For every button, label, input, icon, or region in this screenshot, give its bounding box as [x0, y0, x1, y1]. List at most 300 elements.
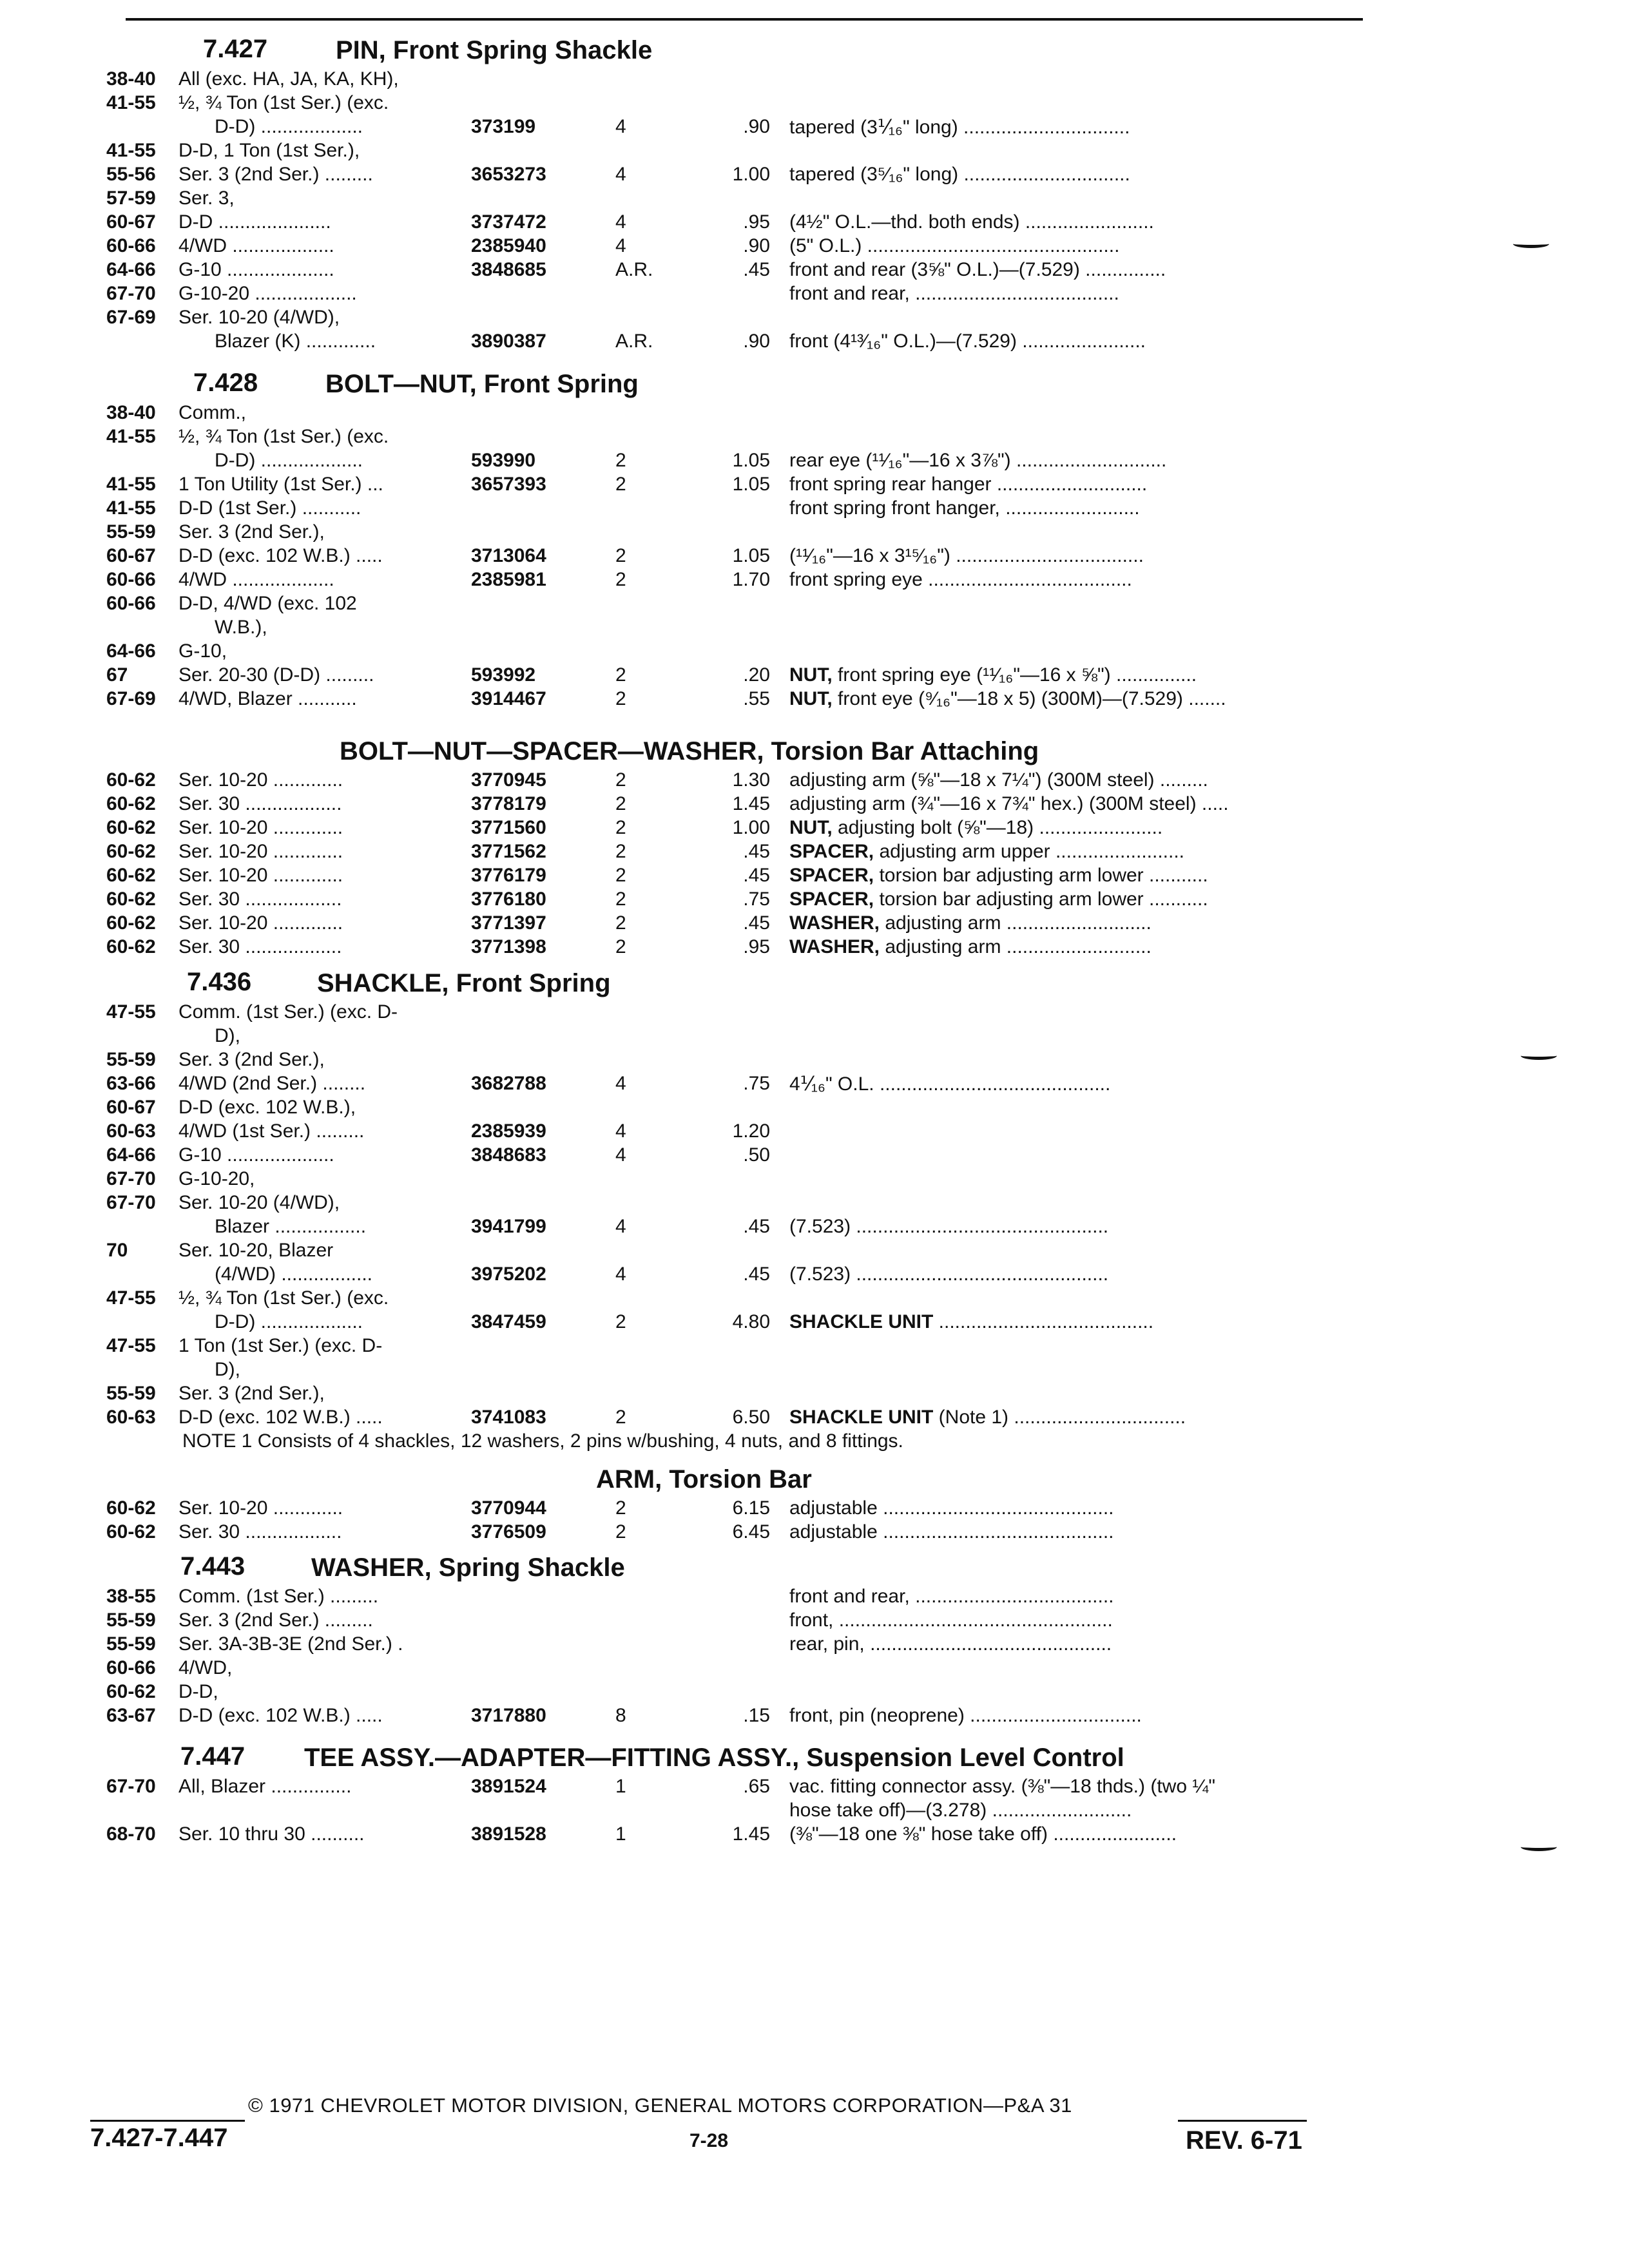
remark-text: front and rear (3⅝" O.L.)—(7.529) ............... — [789, 259, 1166, 280]
part-number: 3771398 — [471, 936, 546, 957]
application-desc: Ser. 20-30 (D-D) ......... — [178, 664, 374, 686]
parts-row — [106, 1633, 1356, 1657]
section-title: BOLT—NUT, Front Spring — [325, 370, 639, 398]
remark-text: (5" O.L.) ............................................... — [789, 235, 1120, 256]
remarks — [789, 235, 1119, 257]
application-desc: Ser. 10 thru 30 .......... — [178, 1823, 365, 1845]
price: .45 — [743, 259, 770, 280]
application-desc: D-D (exc. 102 W.B.) ..... — [178, 545, 383, 566]
remark-text: (7.523) ............................................... — [789, 1216, 1109, 1237]
parts-row — [106, 140, 1356, 164]
section-header — [106, 1740, 1356, 1776]
section-note: NOTE 1 Consists of 4 shackles, 12 washers, 2 pins w/bushing, 4 nuts, and 8 fittings. — [182, 1430, 903, 1452]
remarks — [789, 1633, 1112, 1655]
footer-rule-right — [1178, 2120, 1307, 2122]
remarks — [789, 769, 1208, 791]
model-years: 41-55 — [106, 474, 156, 495]
price: .45 — [743, 912, 770, 934]
quantity: 2 — [615, 688, 626, 709]
price: .95 — [743, 936, 770, 957]
application-desc: Ser. 10-20 ............. — [178, 865, 343, 886]
parts-row — [106, 936, 1356, 960]
section-number: 7.436 — [187, 968, 252, 996]
parts-row — [106, 1497, 1356, 1521]
parts-row — [106, 1287, 1356, 1311]
application-desc: Ser. 10-20 ............. — [178, 769, 343, 791]
application-desc: Ser. 10-20, Blazer — [178, 1240, 334, 1261]
parts-row — [106, 688, 1356, 712]
parts-row — [106, 545, 1356, 569]
application-desc: D-D, 4/WD (exc. 102 — [178, 593, 357, 614]
model-years: 60-62 — [106, 841, 156, 862]
parts-row — [106, 1049, 1356, 1073]
model-years: 67-70 — [106, 283, 156, 304]
remark-text: (⅜"—18 one ⅜" hose take off) ....................... — [789, 1823, 1177, 1845]
remarks — [789, 497, 1140, 519]
parts-row — [106, 1311, 1356, 1335]
application-desc: D-D ..................... — [178, 211, 331, 233]
model-years: 55-59 — [106, 1049, 156, 1070]
model-years: 67-70 — [106, 1192, 156, 1213]
catalog-section — [106, 32, 1356, 354]
model-years: 55-59 — [106, 521, 156, 543]
remark-text: rear, pin, ............................................. — [789, 1633, 1112, 1655]
parts-row — [106, 1657, 1356, 1681]
parts-row — [106, 1823, 1356, 1847]
remark-text: tapered (3⅟₁₆" long) ............................... — [789, 117, 1130, 138]
remark-text: adjusting bolt (⅝"—18) ....................... — [832, 817, 1163, 838]
parts-row — [106, 1097, 1356, 1120]
remark-text: ........................................ — [933, 1311, 1154, 1332]
remark-text: adjusting arm upper ........................ — [874, 841, 1185, 862]
parts-row — [106, 521, 1356, 545]
catalog-section — [106, 1461, 1356, 1545]
parts-row — [106, 1192, 1356, 1216]
parts-row — [106, 1073, 1356, 1097]
remarks — [789, 474, 1147, 495]
remark-text: front spring front hanger, ......................... — [789, 497, 1140, 519]
page-footer — [90, 2094, 1340, 2191]
application-desc: Ser. 10-20 ............. — [178, 1497, 343, 1519]
parts-row — [106, 1120, 1356, 1144]
model-years: 60-66 — [106, 1657, 156, 1678]
remarks — [789, 116, 1130, 139]
quantity: 2 — [615, 1521, 626, 1542]
remarks — [789, 817, 1162, 839]
model-years: 47-55 — [106, 1287, 156, 1309]
margin-mark — [1513, 240, 1549, 248]
parts-row — [106, 889, 1356, 912]
price: 1.45 — [732, 793, 770, 814]
remarks — [789, 912, 1152, 934]
application-desc: D), — [215, 1359, 240, 1380]
model-years: 60-63 — [106, 1120, 156, 1142]
part-number: 3770944 — [471, 1497, 546, 1519]
catalog-section — [106, 366, 1356, 712]
quantity: A.R. — [615, 331, 653, 352]
model-years: 67-69 — [106, 307, 156, 328]
parts-row — [106, 1586, 1356, 1610]
model-years: 60-62 — [106, 865, 156, 886]
price: 1.30 — [732, 769, 770, 791]
remark-text: 4⅟₁₆" O.L. ........................................... — [789, 1073, 1111, 1095]
price: .45 — [743, 865, 770, 886]
parts-row — [106, 1335, 1356, 1359]
model-years: 60-62 — [106, 912, 156, 934]
section-number: 7.427 — [203, 35, 268, 63]
part-number: 3653273 — [471, 164, 546, 185]
application-desc: D-D, — [178, 1681, 218, 1702]
model-years: 67-70 — [106, 1168, 156, 1189]
part-number: 3682788 — [471, 1073, 546, 1094]
part-number: 3741083 — [471, 1407, 546, 1428]
remarks — [789, 450, 1166, 472]
parts-row — [106, 617, 1356, 640]
parts-row — [106, 331, 1356, 354]
price: .75 — [743, 889, 770, 910]
price: .45 — [743, 841, 770, 862]
application-desc: Blazer (K) ............. — [215, 331, 376, 352]
price: .90 — [743, 235, 770, 256]
section-header — [106, 1550, 1356, 1586]
remark-text: front, ................................................... — [789, 1610, 1113, 1631]
parts-row — [106, 474, 1356, 497]
margin-mark — [1521, 1052, 1557, 1060]
application-desc: (4/WD) ................. — [215, 1264, 373, 1285]
parts-row — [106, 1681, 1356, 1705]
part-number: 2385940 — [471, 235, 546, 256]
catalog-section — [106, 733, 1356, 960]
parts-row — [106, 283, 1356, 307]
remarks — [789, 211, 1154, 233]
application-desc: Comm., — [178, 402, 246, 423]
parts-row — [106, 1025, 1356, 1049]
application-desc: ½, ¾ Ton (1st Ser.) (exc. — [178, 426, 389, 447]
section-header — [106, 32, 1356, 68]
price: 1.05 — [732, 450, 770, 471]
parts-row — [106, 1001, 1356, 1025]
parts-row — [106, 497, 1356, 521]
parts-row — [106, 1610, 1356, 1633]
price: .95 — [743, 211, 770, 233]
model-years: 60-62 — [106, 817, 156, 838]
parts-row — [106, 912, 1356, 936]
part-number: 3771560 — [471, 817, 546, 838]
parts-row — [106, 164, 1356, 187]
remark-text: adjusting arm (⅝"—18 x 7¼") (300M steel) ......... — [789, 769, 1208, 791]
model-years: 67 — [106, 664, 128, 686]
part-number: 3914467 — [471, 688, 546, 709]
remarks — [789, 688, 1226, 710]
remark-text: (7.523) ............................................... — [789, 1264, 1109, 1285]
price: 1.00 — [732, 817, 770, 838]
remarks — [789, 545, 1144, 567]
application-desc: D-D (exc. 102 W.B.), — [178, 1097, 356, 1118]
application-desc: D-D (exc. 102 W.B.) ..... — [178, 1407, 383, 1428]
application-desc: 1 Ton Utility (1st Ser.) ... — [178, 474, 383, 495]
footer-rule-left — [90, 2120, 245, 2122]
parts-row — [106, 259, 1356, 283]
quantity: 4 — [615, 211, 626, 233]
application-desc: Ser. 3A-3B-3E (2nd Ser.) . — [178, 1633, 403, 1655]
model-years: 68-70 — [106, 1823, 156, 1845]
section-header — [106, 733, 1356, 769]
section-title: BOLT—NUT—SPACER—WASHER, Torsion Bar Attaching — [340, 737, 1039, 765]
model-years: 60-62 — [106, 1497, 156, 1519]
parts-row — [106, 841, 1356, 865]
part-number: 3771397 — [471, 912, 546, 934]
application-desc: Ser. 10-20 (4/WD), — [178, 307, 340, 328]
parts-row — [106, 402, 1356, 426]
application-desc: Ser. 3 (2nd Ser.) ......... — [178, 164, 373, 185]
part-number: 373199 — [471, 116, 536, 137]
parts-row — [106, 817, 1356, 841]
application-desc: D-D (exc. 102 W.B.) ..... — [178, 1705, 383, 1726]
part-number: 3717880 — [471, 1705, 546, 1726]
quantity: 4 — [615, 1216, 626, 1237]
model-years: 38-40 — [106, 68, 156, 90]
parts-row — [106, 1144, 1356, 1168]
remark-text: front spring rear hanger ............................ — [789, 474, 1148, 495]
quantity: 4 — [615, 116, 626, 137]
remarks — [789, 841, 1184, 863]
remark-keyword: WASHER, — [789, 936, 880, 957]
remark-text: vac. fitting connector assy. (⅜"—18 thds.) (two ¼" — [789, 1776, 1216, 1797]
remarks — [789, 1776, 1215, 1798]
remarks — [789, 793, 1229, 815]
application-desc: Comm. (1st Ser.) ......... — [178, 1586, 379, 1607]
application-desc: W.B.), — [215, 617, 267, 638]
remarks — [789, 1586, 1114, 1608]
model-years: 64-66 — [106, 640, 156, 662]
parts-row — [106, 187, 1356, 211]
application-desc: D-D) ................... — [215, 116, 363, 137]
quantity: 2 — [615, 793, 626, 814]
section-number: 7.428 — [193, 369, 258, 397]
parts-row — [106, 307, 1356, 331]
remarks — [789, 889, 1208, 910]
quantity: 2 — [615, 841, 626, 862]
catalog-section — [106, 1740, 1356, 1847]
quantity: 2 — [615, 936, 626, 957]
part-number: 3776180 — [471, 889, 546, 910]
application-desc: Ser. 3 (2nd Ser.), — [178, 1383, 325, 1404]
application-desc: All (exc. HA, JA, KA, KH), — [178, 68, 399, 90]
quantity: 1 — [615, 1776, 626, 1797]
remark-text: adjustable ........................................... — [789, 1497, 1114, 1519]
price: .45 — [743, 1216, 770, 1237]
parts-row — [106, 769, 1356, 793]
remarks — [789, 1705, 1142, 1727]
parts-row — [106, 593, 1356, 617]
remark-text: front, pin (neoprene) ................................ — [789, 1705, 1142, 1726]
quantity: 2 — [615, 769, 626, 791]
model-years: 64-66 — [106, 259, 156, 280]
remark-keyword: NUT, — [789, 817, 833, 838]
application-desc: G-10-20, — [178, 1168, 255, 1189]
remark-text: tapered (3⁵⁄₁₆" long) ............................... — [789, 164, 1130, 185]
remarks — [789, 1497, 1114, 1519]
quantity: 8 — [615, 1705, 626, 1726]
model-years: 60-63 — [106, 1407, 156, 1428]
quantity: 2 — [615, 1407, 626, 1428]
application-desc: Ser. 10-20 ............. — [178, 912, 343, 934]
model-years: 64-66 — [106, 1144, 156, 1166]
parts-row — [106, 793, 1356, 817]
part-number: 3713064 — [471, 545, 546, 566]
quantity: 4 — [615, 164, 626, 185]
remark-keyword: SPACER, — [789, 865, 874, 886]
parts-row — [106, 865, 1356, 889]
model-years: 55-59 — [106, 1633, 156, 1655]
price: .15 — [743, 1705, 770, 1726]
quantity: 2 — [615, 569, 626, 590]
remarks — [789, 1823, 1177, 1845]
application-desc: Ser. 30 .................. — [178, 793, 342, 814]
remark-text: front (4¹³⁄₁₆" O.L.)—(7.529) ....................... — [789, 331, 1146, 352]
model-years: 60-62 — [106, 936, 156, 957]
application-desc: Ser. 10-20 ............. — [178, 817, 343, 838]
quantity: 4 — [615, 235, 626, 256]
parts-row — [106, 426, 1356, 450]
remarks — [789, 1610, 1113, 1631]
application-desc: G-10, — [178, 640, 227, 662]
part-number: 3778179 — [471, 793, 546, 814]
application-desc: Ser. 3 (2nd Ser.), — [178, 1049, 325, 1070]
price: .90 — [743, 331, 770, 352]
parts-row — [106, 1521, 1356, 1545]
parts-row — [106, 68, 1356, 92]
remark-keyword: SPACER, — [789, 841, 874, 862]
quantity: 4 — [615, 1073, 626, 1094]
price: 1.20 — [732, 1120, 770, 1142]
remarks — [789, 865, 1208, 887]
remark-text: adjusting arm (¾"—16 x 7¾" hex.) (300M steel) ..... — [789, 793, 1229, 814]
part-number: 3891524 — [471, 1776, 546, 1797]
model-years: 60-62 — [106, 889, 156, 910]
price: 6.45 — [732, 1521, 770, 1542]
application-desc: Blazer ................. — [215, 1216, 367, 1237]
price: .50 — [743, 1144, 770, 1166]
application-desc: G-10 .................... — [178, 259, 334, 280]
model-years: 60-62 — [106, 1521, 156, 1542]
parts-row — [106, 116, 1356, 140]
footer-revision: REV. 6-71 — [1186, 2126, 1302, 2155]
model-years: 38-40 — [106, 402, 156, 423]
application-desc: 4/WD (1st Ser.) ......... — [178, 1120, 365, 1142]
parts-row — [106, 211, 1356, 235]
application-desc: Ser. 30 .................. — [178, 1521, 342, 1542]
model-years: 60-62 — [106, 1681, 156, 1702]
parts-row — [106, 1383, 1356, 1407]
model-years: 63-67 — [106, 1705, 156, 1726]
part-number: 2385981 — [471, 569, 546, 590]
application-desc: All, Blazer ............... — [178, 1776, 352, 1797]
price: .45 — [743, 1264, 770, 1285]
price: .20 — [743, 664, 770, 686]
catalog-section — [106, 1550, 1356, 1729]
application-desc: Ser. 3 (2nd Ser.), — [178, 521, 325, 543]
application-desc: 1 Ton (1st Ser.) (exc. D- — [178, 1335, 383, 1356]
remark-text: torsion bar adjusting arm lower ........... — [874, 865, 1208, 886]
model-years: 55-59 — [106, 1610, 156, 1631]
section-number: 7.447 — [180, 1742, 246, 1771]
parts-row — [106, 1168, 1356, 1192]
application-desc: 4/WD, — [178, 1657, 233, 1678]
application-desc: Ser. 10-20 ............. — [178, 841, 343, 862]
parts-row — [106, 1776, 1356, 1800]
parts-row — [106, 640, 1356, 664]
price: 4.80 — [732, 1311, 770, 1332]
quantity: 2 — [615, 1311, 626, 1332]
quantity: 2 — [615, 1497, 626, 1519]
parts-row — [106, 450, 1356, 474]
section-title: TEE ASSY.—ADAPTER—FITTING ASSY., Suspension Level Control — [304, 1744, 1124, 1772]
remark-keyword: SHACKLE UNIT — [789, 1311, 934, 1332]
parts-row — [106, 1800, 1356, 1823]
price: 6.15 — [732, 1497, 770, 1519]
application-desc: Ser. 30 .................. — [178, 936, 342, 957]
section-header — [106, 965, 1356, 1001]
section-title: PIN, Front Spring Shackle — [336, 36, 653, 64]
model-years: 41-55 — [106, 140, 156, 161]
remark-text: front and rear, ...................................... — [789, 283, 1119, 304]
price: .90 — [743, 116, 770, 137]
section-title: SHACKLE, Front Spring — [317, 969, 611, 997]
application-desc: Ser. 3, — [178, 187, 235, 209]
application-desc: 4/WD (2nd Ser.) ........ — [178, 1073, 366, 1094]
model-years: 47-55 — [106, 1335, 156, 1356]
part-number: 2385939 — [471, 1120, 546, 1142]
parts-row — [106, 1240, 1356, 1264]
remark-text: front and rear, ..................................... — [789, 1586, 1114, 1607]
application-desc: D-D) ................... — [215, 450, 363, 471]
remarks — [789, 283, 1119, 305]
application-desc: Comm. (1st Ser.) (exc. D- — [178, 1001, 398, 1023]
model-years: 60-66 — [106, 569, 156, 590]
application-desc: D), — [215, 1025, 240, 1046]
application-desc: 4/WD ................... — [178, 235, 334, 256]
part-number: 3848685 — [471, 259, 546, 280]
model-years: 60-62 — [106, 769, 156, 791]
part-number: 3776509 — [471, 1521, 546, 1542]
application-desc: ½, ¾ Ton (1st Ser.) (exc. — [178, 1287, 389, 1309]
model-years: 55-56 — [106, 164, 156, 185]
remark-text: hose take off)—(3.278) .......................... — [789, 1800, 1132, 1821]
quantity: A.R. — [615, 259, 653, 280]
parts-row — [106, 1216, 1356, 1240]
price: 1.70 — [732, 569, 770, 590]
remark-text: rear eye (¹¹⁄₁₆"—16 x 3⅞") ............................ — [789, 450, 1167, 471]
price: 1.05 — [732, 474, 770, 495]
remark-keyword: NUT, — [789, 664, 833, 686]
parts-row — [106, 1407, 1356, 1430]
model-years: 60-67 — [106, 545, 156, 566]
remark-keyword: SPACER, — [789, 889, 874, 910]
part-number: 3776179 — [471, 865, 546, 886]
quantity: 2 — [615, 545, 626, 566]
section-header — [106, 1461, 1356, 1497]
application-desc: Ser. 3 (2nd Ser.) ......... — [178, 1610, 373, 1631]
part-number: 3975202 — [471, 1264, 546, 1285]
remark-text: (Note 1) ................................ — [933, 1407, 1186, 1428]
application-desc: D-D, 1 Ton (1st Ser.), — [178, 140, 360, 161]
remark-keyword: WASHER, — [789, 912, 880, 934]
model-years: 41-55 — [106, 92, 156, 113]
application-desc: D-D (1st Ser.) ........... — [178, 497, 361, 519]
margin-mark — [1521, 1843, 1557, 1851]
remark-text: front eye (⁹⁄₁₆"—18 x 5) (300M)—(7.529) ....... — [832, 688, 1226, 709]
